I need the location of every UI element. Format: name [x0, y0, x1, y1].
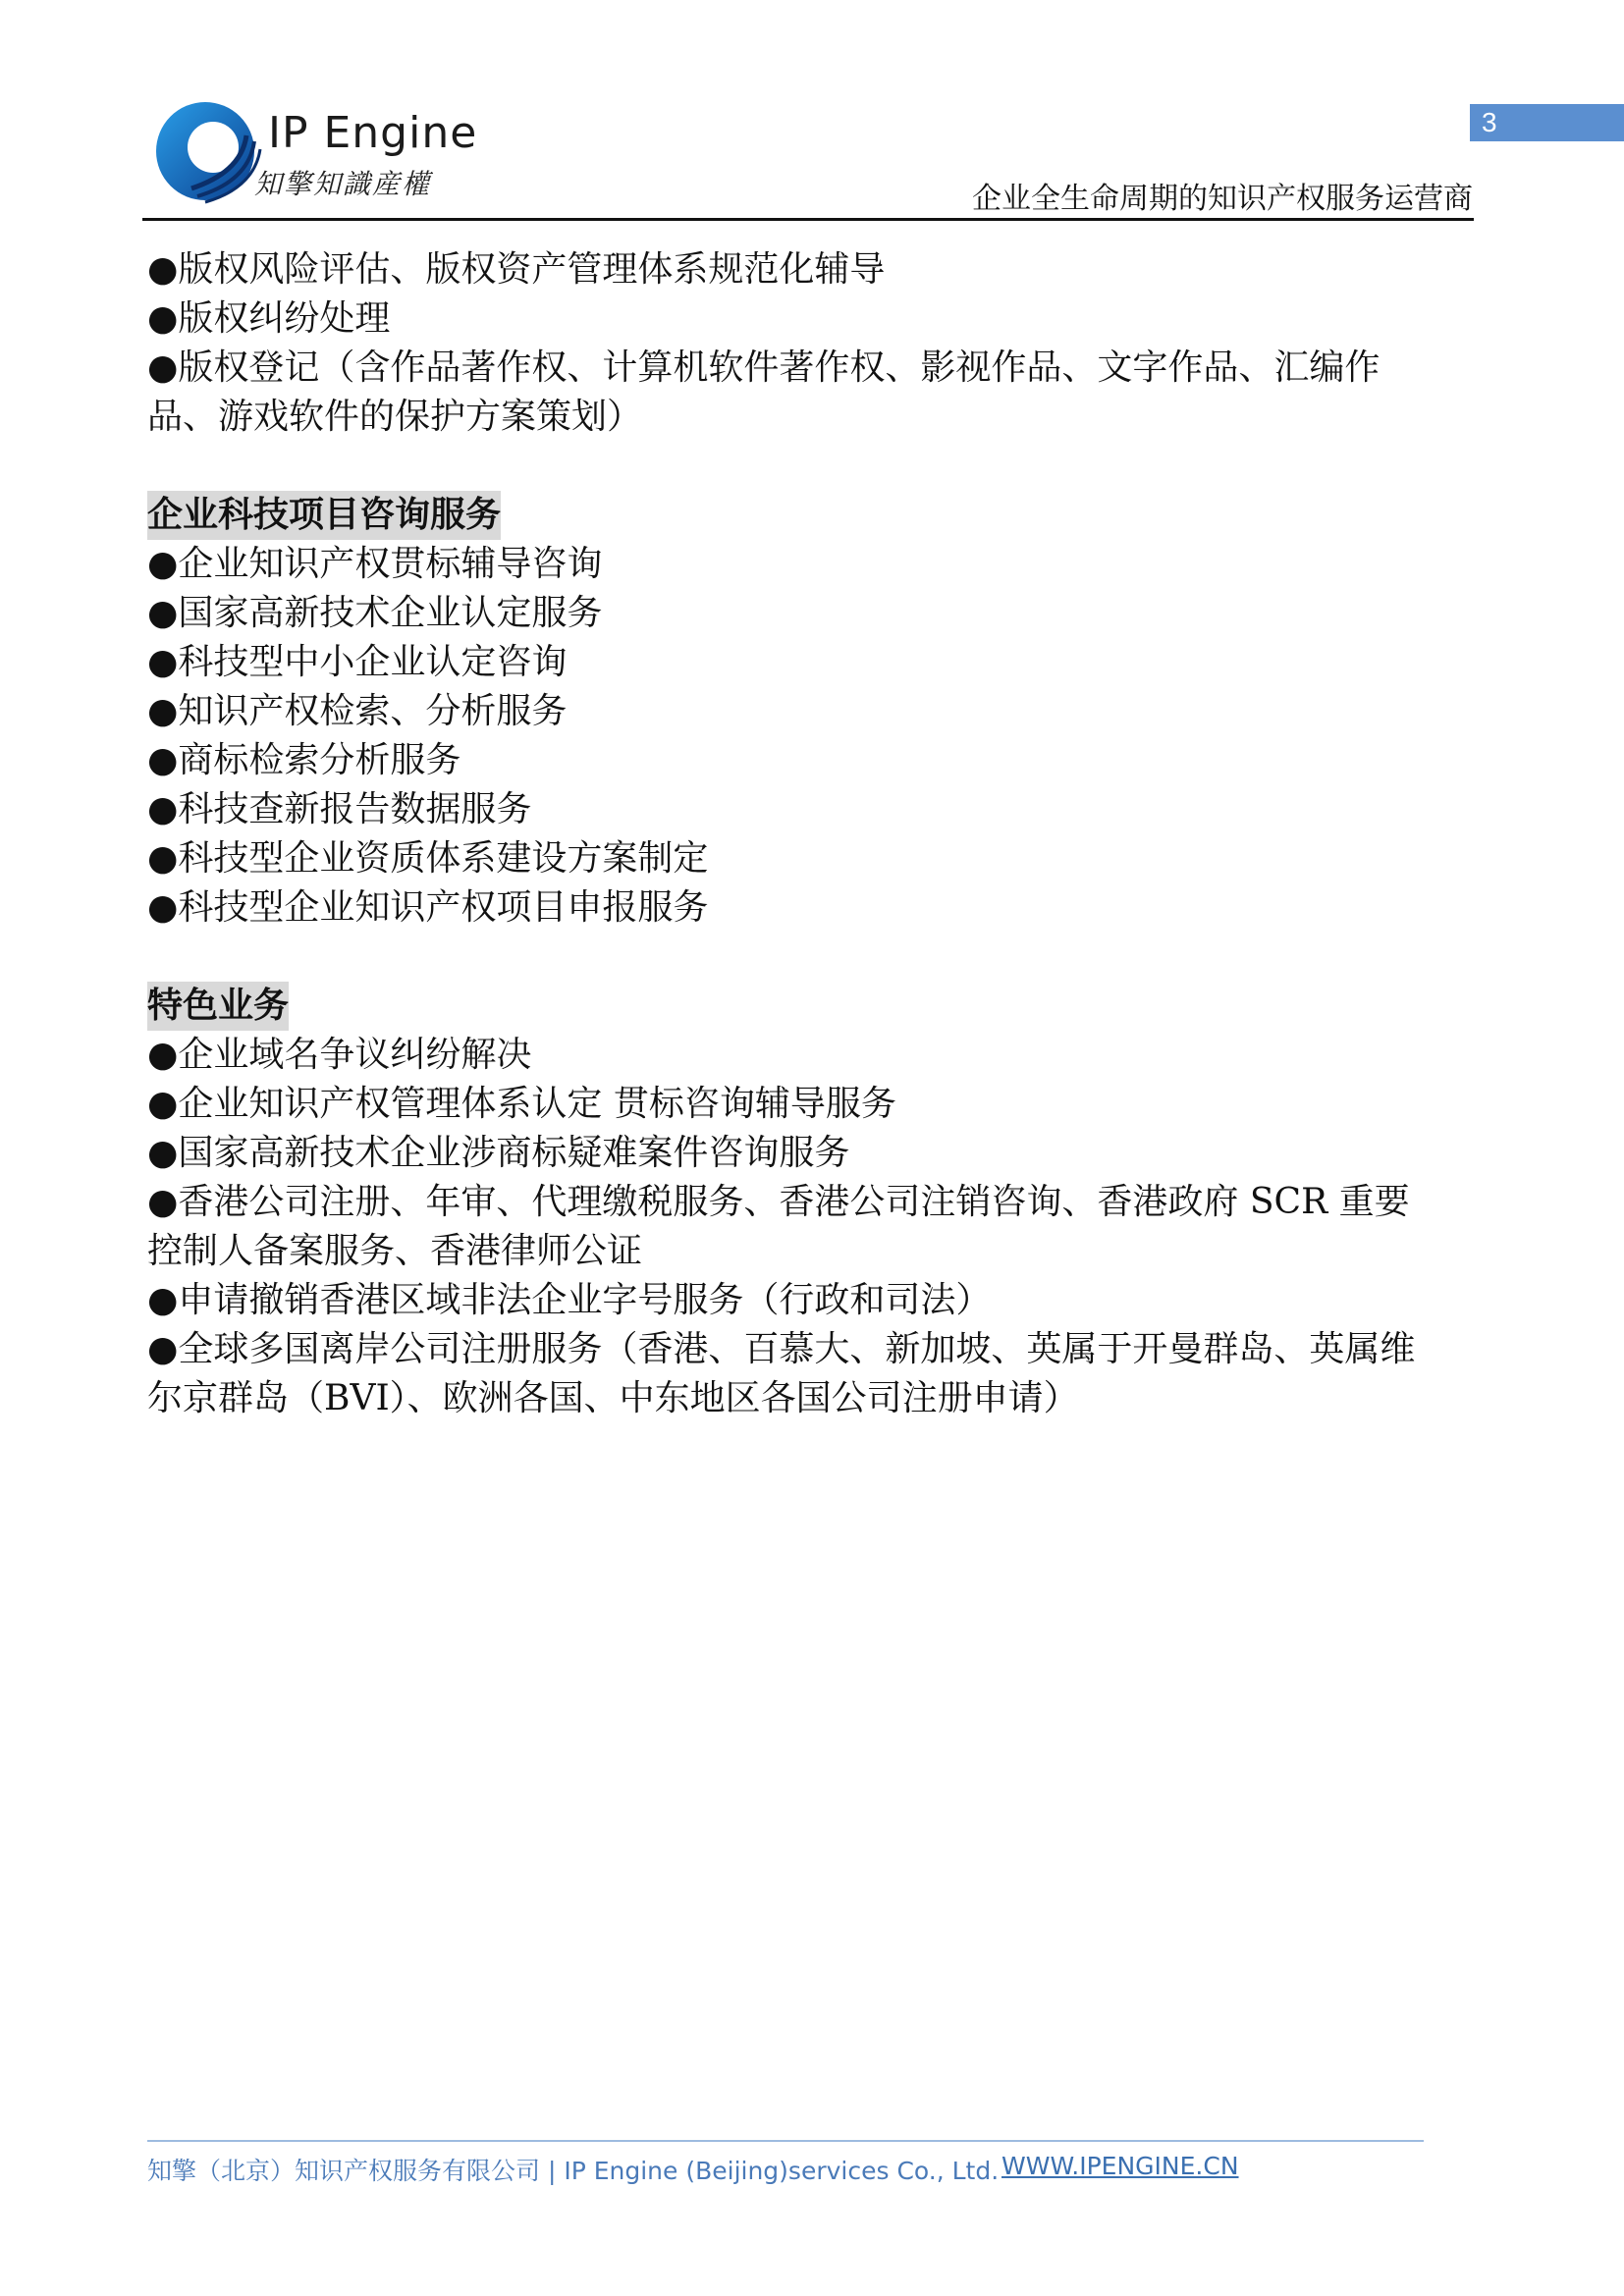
footer-divider: [147, 2140, 1424, 2142]
logo-subtitle: 知擎知識産權: [254, 168, 432, 200]
list-item: ●申请撤销香港区域非法企业字号服务（行政和司法）: [147, 1280, 992, 1320]
list-item: ●科技查新报告数据服务: [147, 789, 532, 829]
list-item: ●版权纠纷处理: [147, 298, 391, 339]
logo-swirl-icon: [152, 100, 262, 206]
list-item: ●版权风险评估、版权资产管理体系规范化辅导: [147, 249, 886, 290]
section-featured-services: [147, 982, 1443, 1423]
page-number: 3: [1482, 107, 1497, 137]
list-item: ●科技型企业资质体系建设方案制定: [147, 838, 709, 879]
intro-list: [147, 245, 1443, 442]
footer-website-link[interactable]: WWW.IPENGINE.CN: [1001, 2152, 1239, 2180]
logo-name: IP Engine: [268, 108, 478, 158]
page-number-badge: [1470, 104, 1624, 141]
section-tech-consulting: [147, 491, 1443, 933]
header-divider: [142, 218, 1474, 221]
section-heading: 特色业务: [147, 982, 289, 1031]
section-heading: 企业科技项目咨询服务: [147, 491, 501, 540]
footer-company: 知擎（北京）知识产权服务有限公司 | IP Engine (Beijing)services Co., Ltd.: [147, 2157, 1000, 2185]
header-tagline: 企业全生命周期的知识产权服务运营商: [972, 182, 1473, 216]
page-content: [147, 245, 1443, 1423]
list-item: ●国家高新技术企业涉商标疑难案件咨询服务: [147, 1133, 850, 1173]
company-logo: [152, 100, 478, 208]
list-item: ●科技型中小企业认定咨询: [147, 642, 568, 682]
list-item: ●香港公司注册、年审、代理缴税服务、香港公司注销咨询、香港政府 SCR 重要控制人备案服务、香港律师公证: [147, 1182, 1410, 1271]
list-item: ●企业知识产权管理体系认定 贯标咨询辅导服务: [147, 1084, 896, 1124]
list-item: ●全球多国离岸公司注册服务（香港、百慕大、新加坡、英属于开曼群岛、英属维尔京群岛（BVI）、欧洲各国、中东地区各国公司注册申请）: [147, 1329, 1416, 1418]
list-item: ●企业知识产权贯标辅导咨询: [147, 544, 603, 584]
list-item: ●科技型企业知识产权项目申报服务: [147, 887, 709, 928]
list-item: ●国家高新技术企业认定服务: [147, 593, 603, 633]
list-item: ●知识产权检索、分析服务: [147, 691, 568, 731]
list-item: ●版权登记（含作品著作权、计算机软件著作权、影视作品、文字作品、汇编作品、游戏软件的保护方案策划）: [147, 347, 1380, 437]
list-item: ●商标检索分析服务: [147, 740, 461, 780]
list-item: ●企业域名争议纠纷解决: [147, 1035, 532, 1075]
